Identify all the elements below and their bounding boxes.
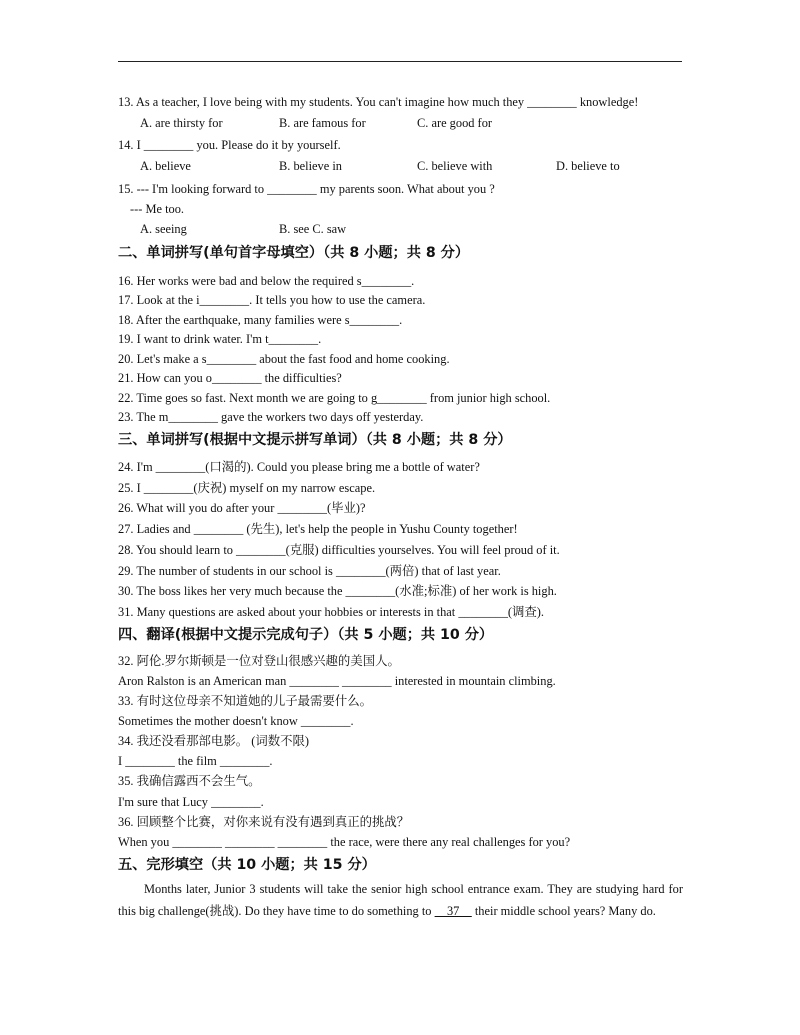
- question-16: 16. Her works were bad and below the required s________.: [118, 274, 415, 288]
- question-17: 17. Look at the i________. It tells you how to use the camera.: [118, 293, 426, 307]
- question-30: 30. The boss likes her very much because the ________(水准;标准) of her work is high.: [118, 584, 557, 598]
- q14-option-b: B. believe in: [279, 159, 342, 173]
- q13-option-a: A. are thirsty for: [140, 116, 223, 130]
- question-35-answer: I'm sure that Lucy ________.: [118, 795, 264, 809]
- question-34-prompt: 34. 我还没看那部电影。 (词数不限): [118, 734, 310, 748]
- question-35-prompt: 35. 我确信露西不会生气。: [118, 774, 261, 788]
- cloze-text-part-2: their middle school years? Many do.: [471, 904, 656, 918]
- question-32-answer: Aron Ralston is an American man ________ ________ interested in mountain climbing.: [118, 674, 556, 688]
- question-26: 26. What will you do after your ________(毕业)?: [118, 501, 366, 515]
- question-23: 23. The m________ gave the workers two days off yesterday.: [118, 410, 424, 424]
- section-3-heading: 三、单词拼写(根据中文提示拼写单词）（共 8 小题；共 8 分）: [118, 432, 512, 448]
- question-14: 14. I ________ you. Please do it by yourself.: [118, 138, 341, 152]
- question-21: 21. How can you o________ the difficulties?: [118, 371, 342, 385]
- question-36-prompt: 36. 回顾整个比赛，对你来说有没有遇到真正的挑战？: [118, 815, 410, 829]
- q14-option-c: C. believe with: [417, 159, 493, 173]
- cloze-blank-37: 37: [434, 904, 472, 918]
- question-15: 15. --- I'm looking forward to ________ my parents soon. What about you ?: [118, 182, 495, 196]
- q14-option-a: A. believe: [140, 159, 191, 173]
- cloze-passage: [118, 878, 683, 922]
- section-5-heading: 五、完形填空（共 10 小题；共 15 分）: [118, 857, 376, 873]
- section-4-heading: 四、翻译(根据中文提示完成句子）（共 5 小题；共 10 分）: [118, 627, 494, 643]
- question-25: 25. I ________(庆祝) myself on my narrow escape.: [118, 481, 376, 495]
- question-24: 24. I'm ________(口渴的). Could you please bring me a bottle of water?: [118, 460, 480, 474]
- q14-option-d: D. believe to: [556, 159, 620, 173]
- question-36-answer: When you ________ ________ ________ the race, were there any real challenges for you?: [118, 835, 571, 849]
- question-34-answer: I ________ the film ________.: [118, 754, 273, 768]
- question-29: 29. The number of students in our school is ________(两倍) that of last year.: [118, 564, 501, 578]
- q15-option-a: A. seeing: [140, 222, 187, 236]
- question-18: 18. After the earthquake, many families were s________.: [118, 313, 403, 327]
- q15-option-bc: B. see C. saw: [279, 222, 347, 236]
- question-20: 20. Let's make a s________ about the fast food and home cooking.: [118, 352, 450, 366]
- question-31: 31. Many questions are asked about your hobbies or interests in that ________(调查).: [118, 605, 545, 619]
- question-28: 28. You should learn to ________(克服) difficulties yourselves. You will feel proud of it.: [118, 543, 560, 557]
- question-32-prompt: 32. 阿伦.罗尔斯顿是一位对登山很感兴趣的美国人。: [118, 654, 400, 668]
- q15-reply: --- Me too.: [130, 202, 185, 216]
- question-19: 19. I want to drink water. I'm t________.: [118, 332, 322, 346]
- question-13: 13. As a teacher, I love being with my students. You can't imagine how much they ________ knowledge!: [118, 95, 639, 109]
- section-2-heading: 二、单词拼写(单句首字母填空）（共 8 小题；共 8 分）: [118, 245, 470, 261]
- question-33-prompt: 33. 有时这位母亲不知道她的儿子最需要什么。: [118, 694, 373, 708]
- question-33-answer: Sometimes the mother doesn't know ________.: [118, 714, 354, 728]
- question-22: 22. Time goes so fast. Next month we are going to g________ from junior high school.: [118, 391, 551, 405]
- cloze-text-part-1: Months later, Junior 3 students will take the senior high school entrance exam. They are studying hard for this big challenge(挑战). Do they have time to do something to: [118, 882, 683, 918]
- question-27: 27. Ladies and ________ (先生), let's help the people in Yushu County together!: [118, 522, 518, 536]
- q13-option-c: C. are good for: [417, 116, 493, 130]
- q13-option-b: B. are famous for: [279, 116, 366, 130]
- header-rule: [118, 61, 682, 62]
